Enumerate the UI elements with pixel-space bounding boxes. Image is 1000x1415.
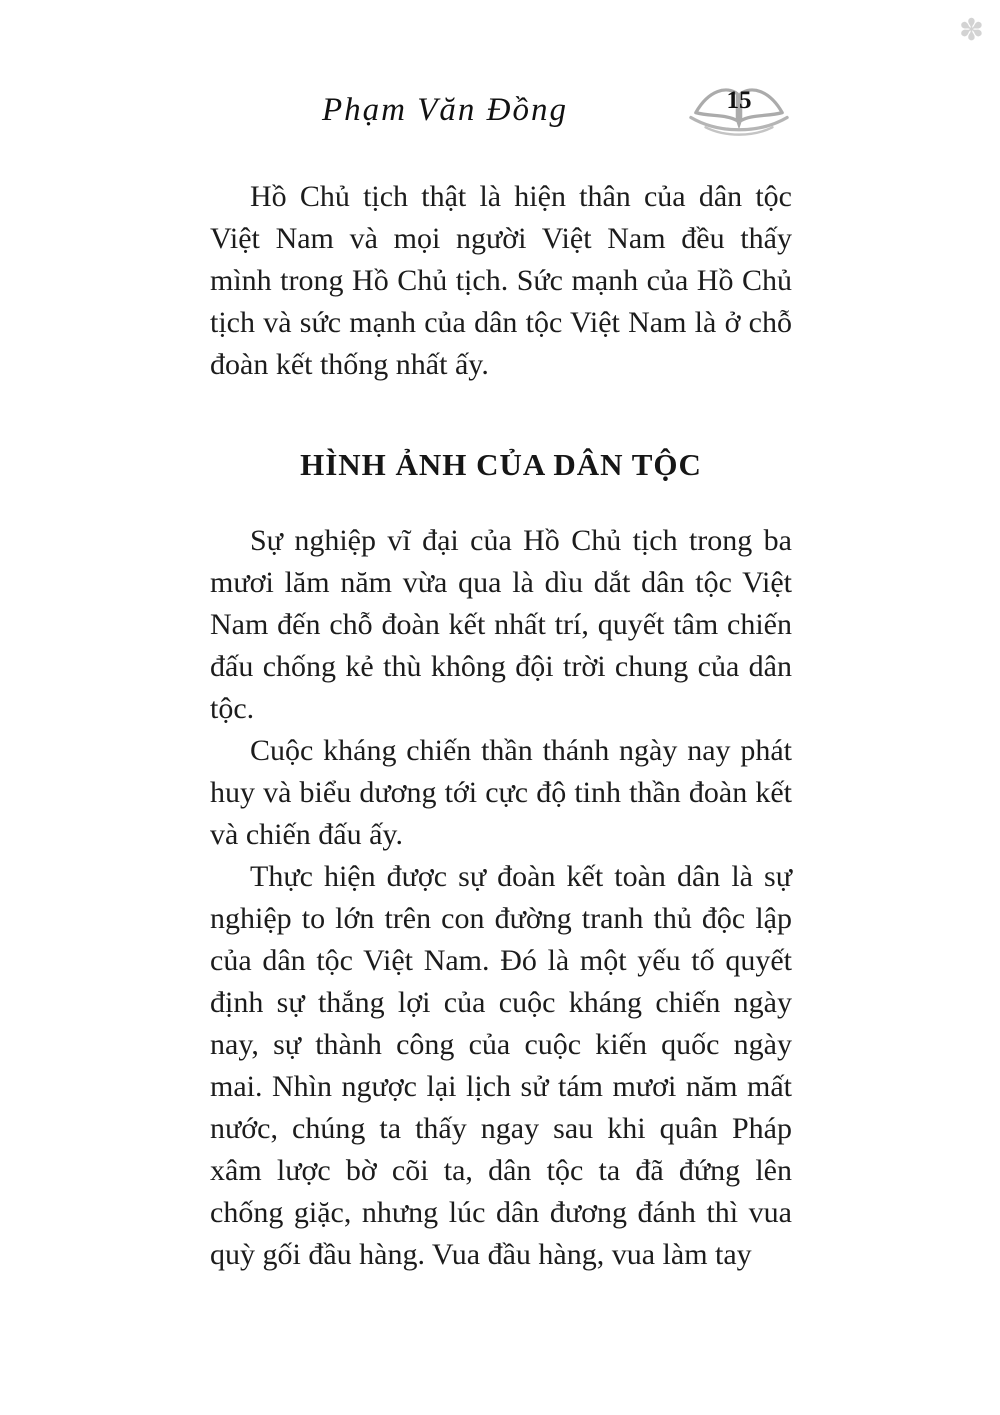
page-number: 15: [726, 87, 752, 114]
section-heading: HÌNH ẢNH CỦA DÂN TỘC: [300, 447, 702, 482]
page-body: [210, 176, 792, 1276]
page-number-ornament: [686, 78, 792, 144]
paragraph: Thực hiện được sự đoàn kết toàn dân là sự nghiệp to lớn trên con đường tranh thủ độc lập của dân tộc Việt Nam. Đó là một yếu tố quyết định sự thắng lợi của cuộc kháng chiến ngày nay, sự thành công của cuộc kiến quốc ngày mai. Nhìn ngược lại lịch sử tám mươi năm mất nước, chúng ta thấy ngay sau khi quân Pháp xâm lược bờ cõi ta, dân tộc ta đã đứng lên chống giặc, nhưng lúc dân đương đánh thì vua quỳ gối đầu hàng. Vua đầu hàng, vua làm tay: [210, 860, 792, 1271]
running-header: [0, 78, 1000, 144]
paragraph: Hồ Chủ tịch thật là hiện thân của dân tộc Việt Nam và mọi người Việt Nam đều thấy mình trong Hồ Chủ tịch. Sức mạnh của Hồ Chủ tịch và sức mạnh của dân tộc Việt Nam là ở chỗ đoàn kết thống nhất ấy.: [210, 180, 792, 381]
paragraph: Cuộc kháng chiến thần thánh ngày nay phát huy và biểu dương tới cực độ tinh thần đoàn kết và chiến đấu ấy.: [210, 734, 792, 851]
flower-ornament-icon: ✽: [958, 14, 984, 47]
paragraph: Sự nghiệp vĩ đại của Hồ Chủ tịch trong ba mươi lăm năm vừa qua là dìu dắt dân tộc Việt Nam đến chỗ đoàn kết nhất trí, quyết tâm chiến đấu chống kẻ thù không đội trời chung của dân tộc.: [210, 524, 792, 725]
author-name: Phạm Văn Đồng: [322, 92, 568, 128]
